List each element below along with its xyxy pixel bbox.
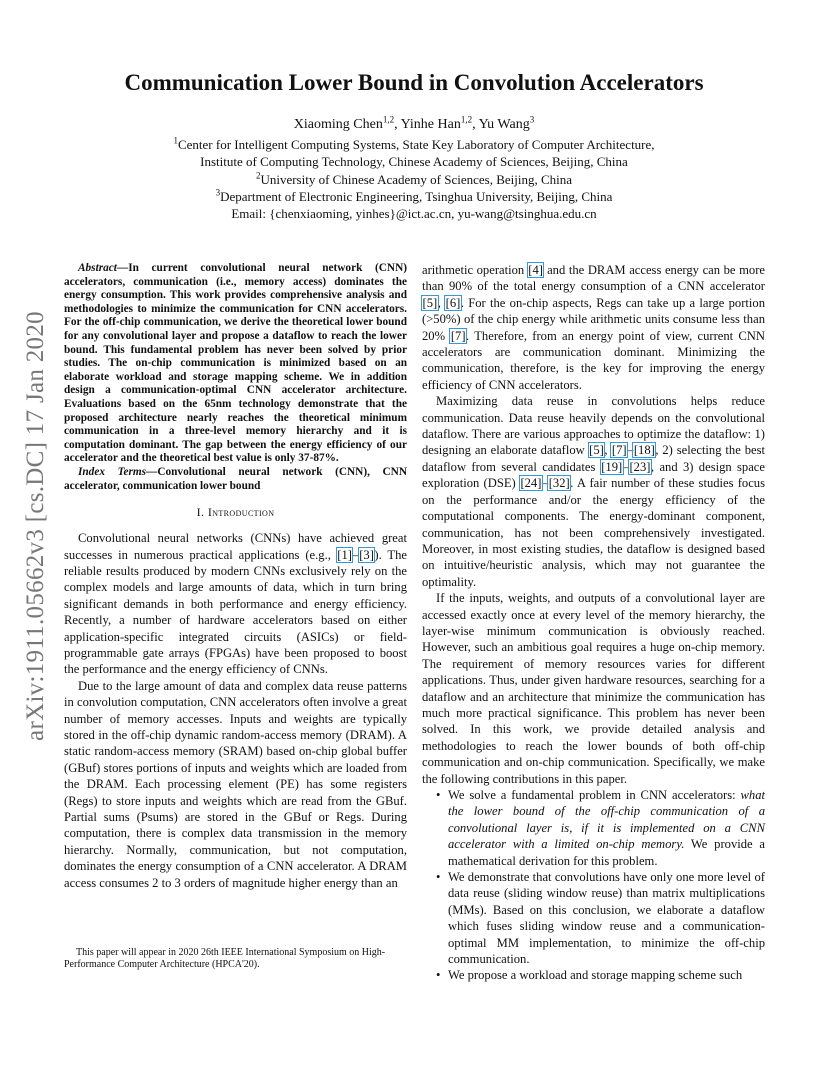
citation-link[interactable]: [18]: [633, 443, 655, 458]
right-column: [422, 262, 765, 984]
arxiv-sidebar: [16, 286, 56, 766]
arxiv-identifier[interactable]: arXiv:1911.05662v3 [cs.DC] 17 Jan 2020: [22, 311, 49, 741]
intro-paragraph-4: Maximizing data reuse in convolutions helps reduce communication. Data reuse heavily depends on the convolutional dataflow. There are various approaches to optimize the dataflow: 1) designing an elaborate dataflow [5], [7]–[18], 2) selecting the best dataflow from several candidates [19]–[23], and 3) design space exploration (DSE) [24]–[32]. A fair number of these studies focus on the performance and/or the energy efficiency of the computational components. The energy-dominant component, communication, has not been comprehensively investigated. Moreover, in most existing studies, the dataflow is designed based on intuitive/heuristic analysis, which may not guarantee the optimality.: [422, 394, 765, 589]
email-line: Email: {chenxiaoming, yinhes}@ict.ac.cn, yu-wang@tsinghua.edu.cn: [231, 206, 597, 222]
citation-link[interactable]: [24]: [520, 476, 542, 491]
citation-link[interactable]: [5]: [422, 295, 438, 310]
citation-link[interactable]: [6]: [445, 295, 461, 310]
author-affil-mark: 1,2: [382, 114, 395, 125]
author-affil-mark: 1,2: [460, 114, 473, 125]
intro-paragraph-3: arithmetic operation [4] and the DRAM access energy can be more than 90% of the total energy consumption of a CNN accelerator [5], [6]. For the on-chip aspects, Regs can take up a large portion (>50%) of the chip energy while arithmetic units consume less than 20% [7]. Therefore, from an energy point of view, current CNN accelerators are communication dominant. Minimizing the communication, therefore, is the key for improving the energy efficiency of CNN accelerators.: [422, 263, 766, 392]
citation-link[interactable]: [7]: [611, 443, 627, 458]
citation-link[interactable]: [7]: [450, 328, 466, 343]
abstract: [64, 262, 407, 466]
contribution-item: • We propose a workload and storage mapping scheme such: [436, 968, 743, 983]
intro-paragraph-1: Convolutional neural networks (CNNs) have achieved great successes in numerous practical applications (e.g., [1]–[3]). The reliable results produced by modern CNNs exclusively rely on the complex models and large amounts of data, which in turn bring significant demands in both performance and energy efficiency. Recently, a number of hardware accelerators based on either application-specific integrated circuits (ASICs) or field-programmable gate arrays (FPGAs) have been proposed to boost the performance and the energy efficiency of CNNs.: [64, 531, 407, 677]
affiliation-line: $^2$University of Chinese Academy of Sciences, Beijing, China: [255, 170, 573, 187]
section-heading: I. Introduction: [196, 505, 275, 520]
intro-paragraph-5: If the inputs, weights, and outputs of a convolutional layer are accessed exactly once at every level of the memory hierarchy, the layer-wise minimum communication is obviously reached. However, such an ambitious goal requires a huge on-chip memory. The requirement of memory resources varies for different applications. Thus, under given hardware resources, searching for a dataflow and an architecture that minimize the communication has much more practical significance. This problem has never been solved. In this work, we provide detailed analysis and methodologies to reach the lower bounds of both off-chip communication and on-chip communication. Specifically, we make the following contributions in this paper.: [422, 591, 765, 786]
abstract-text: —In current convolutional neural network (CNN) accelerators, communication (i.e., memory access) dominates the energy consumption. This work provides comprehensive analysis and methodologies to minimize the communication for CNN accelerators. For the off-chip communication, we derive the theoretical lower bound for any convolutional layer and propose a dataflow to reach the lower bound. This fundamental problem has never been solved by prior studies. The on-chip communication is minimized based on an elaborate workload and storage mapping scheme. We in addition design a communication-optimal CNN accelerator architecture. Evaluations based on the 65nm technology demonstrate that the proposed architecture nearly reaches the theoretical minimum communication in a three-level memory hierarchy and it is computation dominant. The gap between the energy efficiency of our accelerator and the theoretical best value is only 37-87%.: [64, 262, 407, 465]
author-name: Xiaoming Chen: [293, 117, 383, 132]
bullet-icon: •: [436, 788, 441, 802]
citation-link[interactable]: [4]: [528, 263, 543, 277]
abstract-label: Abstract: [78, 262, 117, 274]
affiliation-line: Institute of Computing Technology, Chinese Academy of Sciences, Beijing, China: [200, 154, 628, 170]
index-terms-label: Index Terms: [78, 465, 147, 478]
contribution-item: • We demonstrate that convolutions have only one more level of data reuse (sliding window reuse) than matrix multiplications (MMs). Based on this conclusion, we elaborate a dataflow which fuses sliding window reuse and a communication-optimal MM implementation, to minimize the off-chip communication.: [436, 870, 765, 967]
affiliation-line: $^3$Department of Electronic Engineering, Tsinghua University, Beijing, China: [215, 187, 613, 204]
left-column: [64, 262, 407, 891]
author-name: Yu Wang: [478, 117, 530, 132]
citation-link[interactable]: [32]: [548, 476, 570, 491]
affiliation-block: [80, 136, 748, 222]
citation-link[interactable]: [5]: [589, 443, 604, 458]
citation-link[interactable]: [19]: [601, 459, 623, 474]
index-terms-text: —Convolutional neural network (CNN), CNN accelerator, communication lower bound: [64, 465, 407, 492]
contribution-list: [422, 787, 765, 984]
citation-link[interactable]: [1]: [337, 547, 352, 562]
paper-title: Communication Lower Bound in Convolution Accelerators: [124, 70, 704, 95]
footnote: This paper will appear in 2020 26th IEEE International Symposium on High-Performance Computer Architecture (HPCA'20).: [64, 947, 386, 970]
affiliation-line: $^1$Center for Intelligent Computing Systems, State Key Laboratory of Computer Architecture,: [173, 135, 655, 152]
author-affil-mark: 3: [529, 114, 535, 125]
citation-link[interactable]: [23]: [629, 459, 651, 474]
contribution-item: • We solve a fundamental problem in CNN accelerators: what the lower bound of the off-chip communication of a convolutional layer is, if it is implemented on a CNN accelerator with a limited on-chip memory. We provide a mathematical derivation for this problem.: [436, 788, 765, 868]
bullet-icon: •: [436, 870, 441, 885]
intro-paragraph-2: Due to the large amount of data and complex data reuse patterns in convolution computation, CNN accelerators often involve a great number of memory accesses. Inputs and weights are typically stored in the off-chip dynamic random-access memory (DRAM). A static random-access memory (SRAM) based on-chip global buffer (GBuf) stores portions of inputs and weights which are loaded from the DRAM. Each processing element (PE) has some registers (Regs) to store inputs and weights which are read from the GBuf. Partial sums (Psums) are stored in the GBuf or Regs. During computation, there is complex data transmission in the memory hierarchy. Normally, communication, but not computation, dominates the energy consumption of a CNN accelerator. A DRAM access consumes 2 to 3 orders of magnitude higher energy than an: [64, 678, 407, 890]
citation-link[interactable]: [3]: [359, 547, 374, 562]
author-name: Yinhe Han: [400, 117, 461, 132]
author-list: Xiaoming Chen$^{1,2}$, Yinhe Han$^{1,2}$, Yu Wang$^3$: [293, 114, 535, 132]
index-terms: [64, 466, 407, 493]
bullet-icon: •: [436, 968, 441, 983]
